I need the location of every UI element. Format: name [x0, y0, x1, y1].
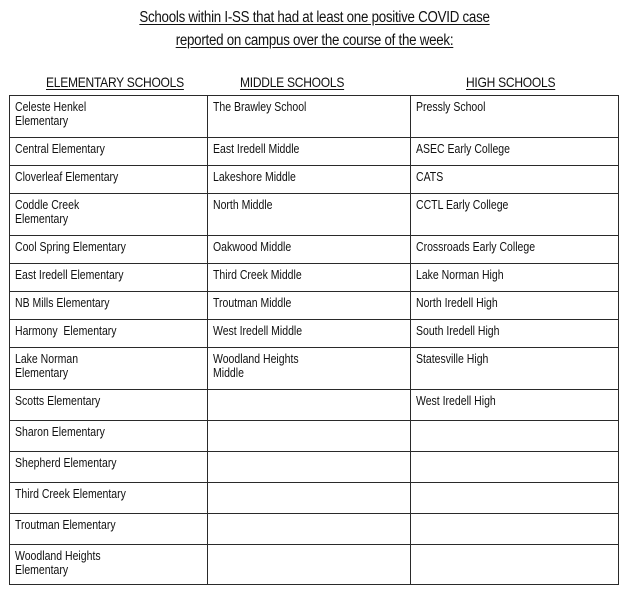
middle-cell: East Iredell Middle	[208, 138, 411, 166]
table-row	[10, 421, 619, 452]
high-cell	[411, 483, 619, 514]
table-row	[10, 96, 619, 138]
middle-cell: Troutman Middle	[208, 292, 411, 320]
middle-cell: Lakeshore Middle	[208, 166, 411, 194]
high-cell: CATS	[411, 166, 619, 194]
document-title-line-1: Schools within I-SS that had at least one positive COVID case	[139, 9, 490, 26]
schools-table	[9, 95, 619, 585]
elementary-cell: East Iredell Elementary	[10, 264, 208, 292]
table-row	[10, 514, 619, 545]
middle-cell	[208, 545, 411, 585]
elementary-cell: Third Creek Elementary	[10, 483, 208, 514]
column-header-middle: MIDDLE SCHOOLS	[240, 74, 345, 90]
column-header-elementary: ELEMENTARY SCHOOLS	[46, 74, 184, 90]
high-cell	[411, 421, 619, 452]
table-row	[10, 264, 619, 292]
table-row	[10, 194, 619, 236]
high-cell: Pressly School	[411, 96, 619, 138]
elementary-cell: Celeste Henkel Elementary	[10, 96, 208, 138]
table-row	[10, 390, 619, 421]
high-cell: Statesville High	[411, 348, 619, 390]
middle-cell: West Iredell Middle	[208, 320, 411, 348]
high-cell	[411, 452, 619, 483]
high-cell	[411, 514, 619, 545]
middle-cell	[208, 483, 411, 514]
middle-cell	[208, 421, 411, 452]
middle-cell	[208, 452, 411, 483]
elementary-cell: Woodland Heights Elementary	[10, 545, 208, 585]
high-cell: South Iredell High	[411, 320, 619, 348]
elementary-cell: Sharon Elementary	[10, 421, 208, 452]
table-row	[10, 138, 619, 166]
elementary-cell: Troutman Elementary	[10, 514, 208, 545]
high-cell: Crossroads Early College	[411, 236, 619, 264]
middle-cell: Oakwood Middle	[208, 236, 411, 264]
table-row	[10, 348, 619, 390]
high-cell: CCTL Early College	[411, 194, 619, 236]
high-cell: Lake Norman High	[411, 264, 619, 292]
elementary-cell: Cloverleaf Elementary	[10, 166, 208, 194]
document-title-line-2: reported on campus over the course of the week:	[175, 32, 454, 49]
middle-cell: Third Creek Middle	[208, 264, 411, 292]
table-row	[10, 320, 619, 348]
elementary-cell: Lake Norman Elementary	[10, 348, 208, 390]
table-row	[10, 545, 619, 585]
table-row	[10, 452, 619, 483]
table-row	[10, 483, 619, 514]
middle-cell: North Middle	[208, 194, 411, 236]
elementary-cell: Harmony Elementary	[10, 320, 208, 348]
high-cell: North Iredell High	[411, 292, 619, 320]
middle-cell: The Brawley School	[208, 96, 411, 138]
high-cell	[411, 545, 619, 585]
elementary-cell: Central Elementary	[10, 138, 208, 166]
elementary-cell: Scotts Elementary	[10, 390, 208, 421]
high-cell: ASEC Early College	[411, 138, 619, 166]
table-row	[10, 292, 619, 320]
middle-cell: Woodland Heights Middle	[208, 348, 411, 390]
elementary-cell: Shepherd Elementary	[10, 452, 208, 483]
elementary-cell: NB Mills Elementary	[10, 292, 208, 320]
middle-cell	[208, 514, 411, 545]
table-row	[10, 166, 619, 194]
elementary-cell: Cool Spring Elementary	[10, 236, 208, 264]
middle-cell	[208, 390, 411, 421]
high-cell: West Iredell High	[411, 390, 619, 421]
elementary-cell: Coddle Creek Elementary	[10, 194, 208, 236]
table-row	[10, 236, 619, 264]
column-header-high: HIGH SCHOOLS	[466, 74, 556, 90]
